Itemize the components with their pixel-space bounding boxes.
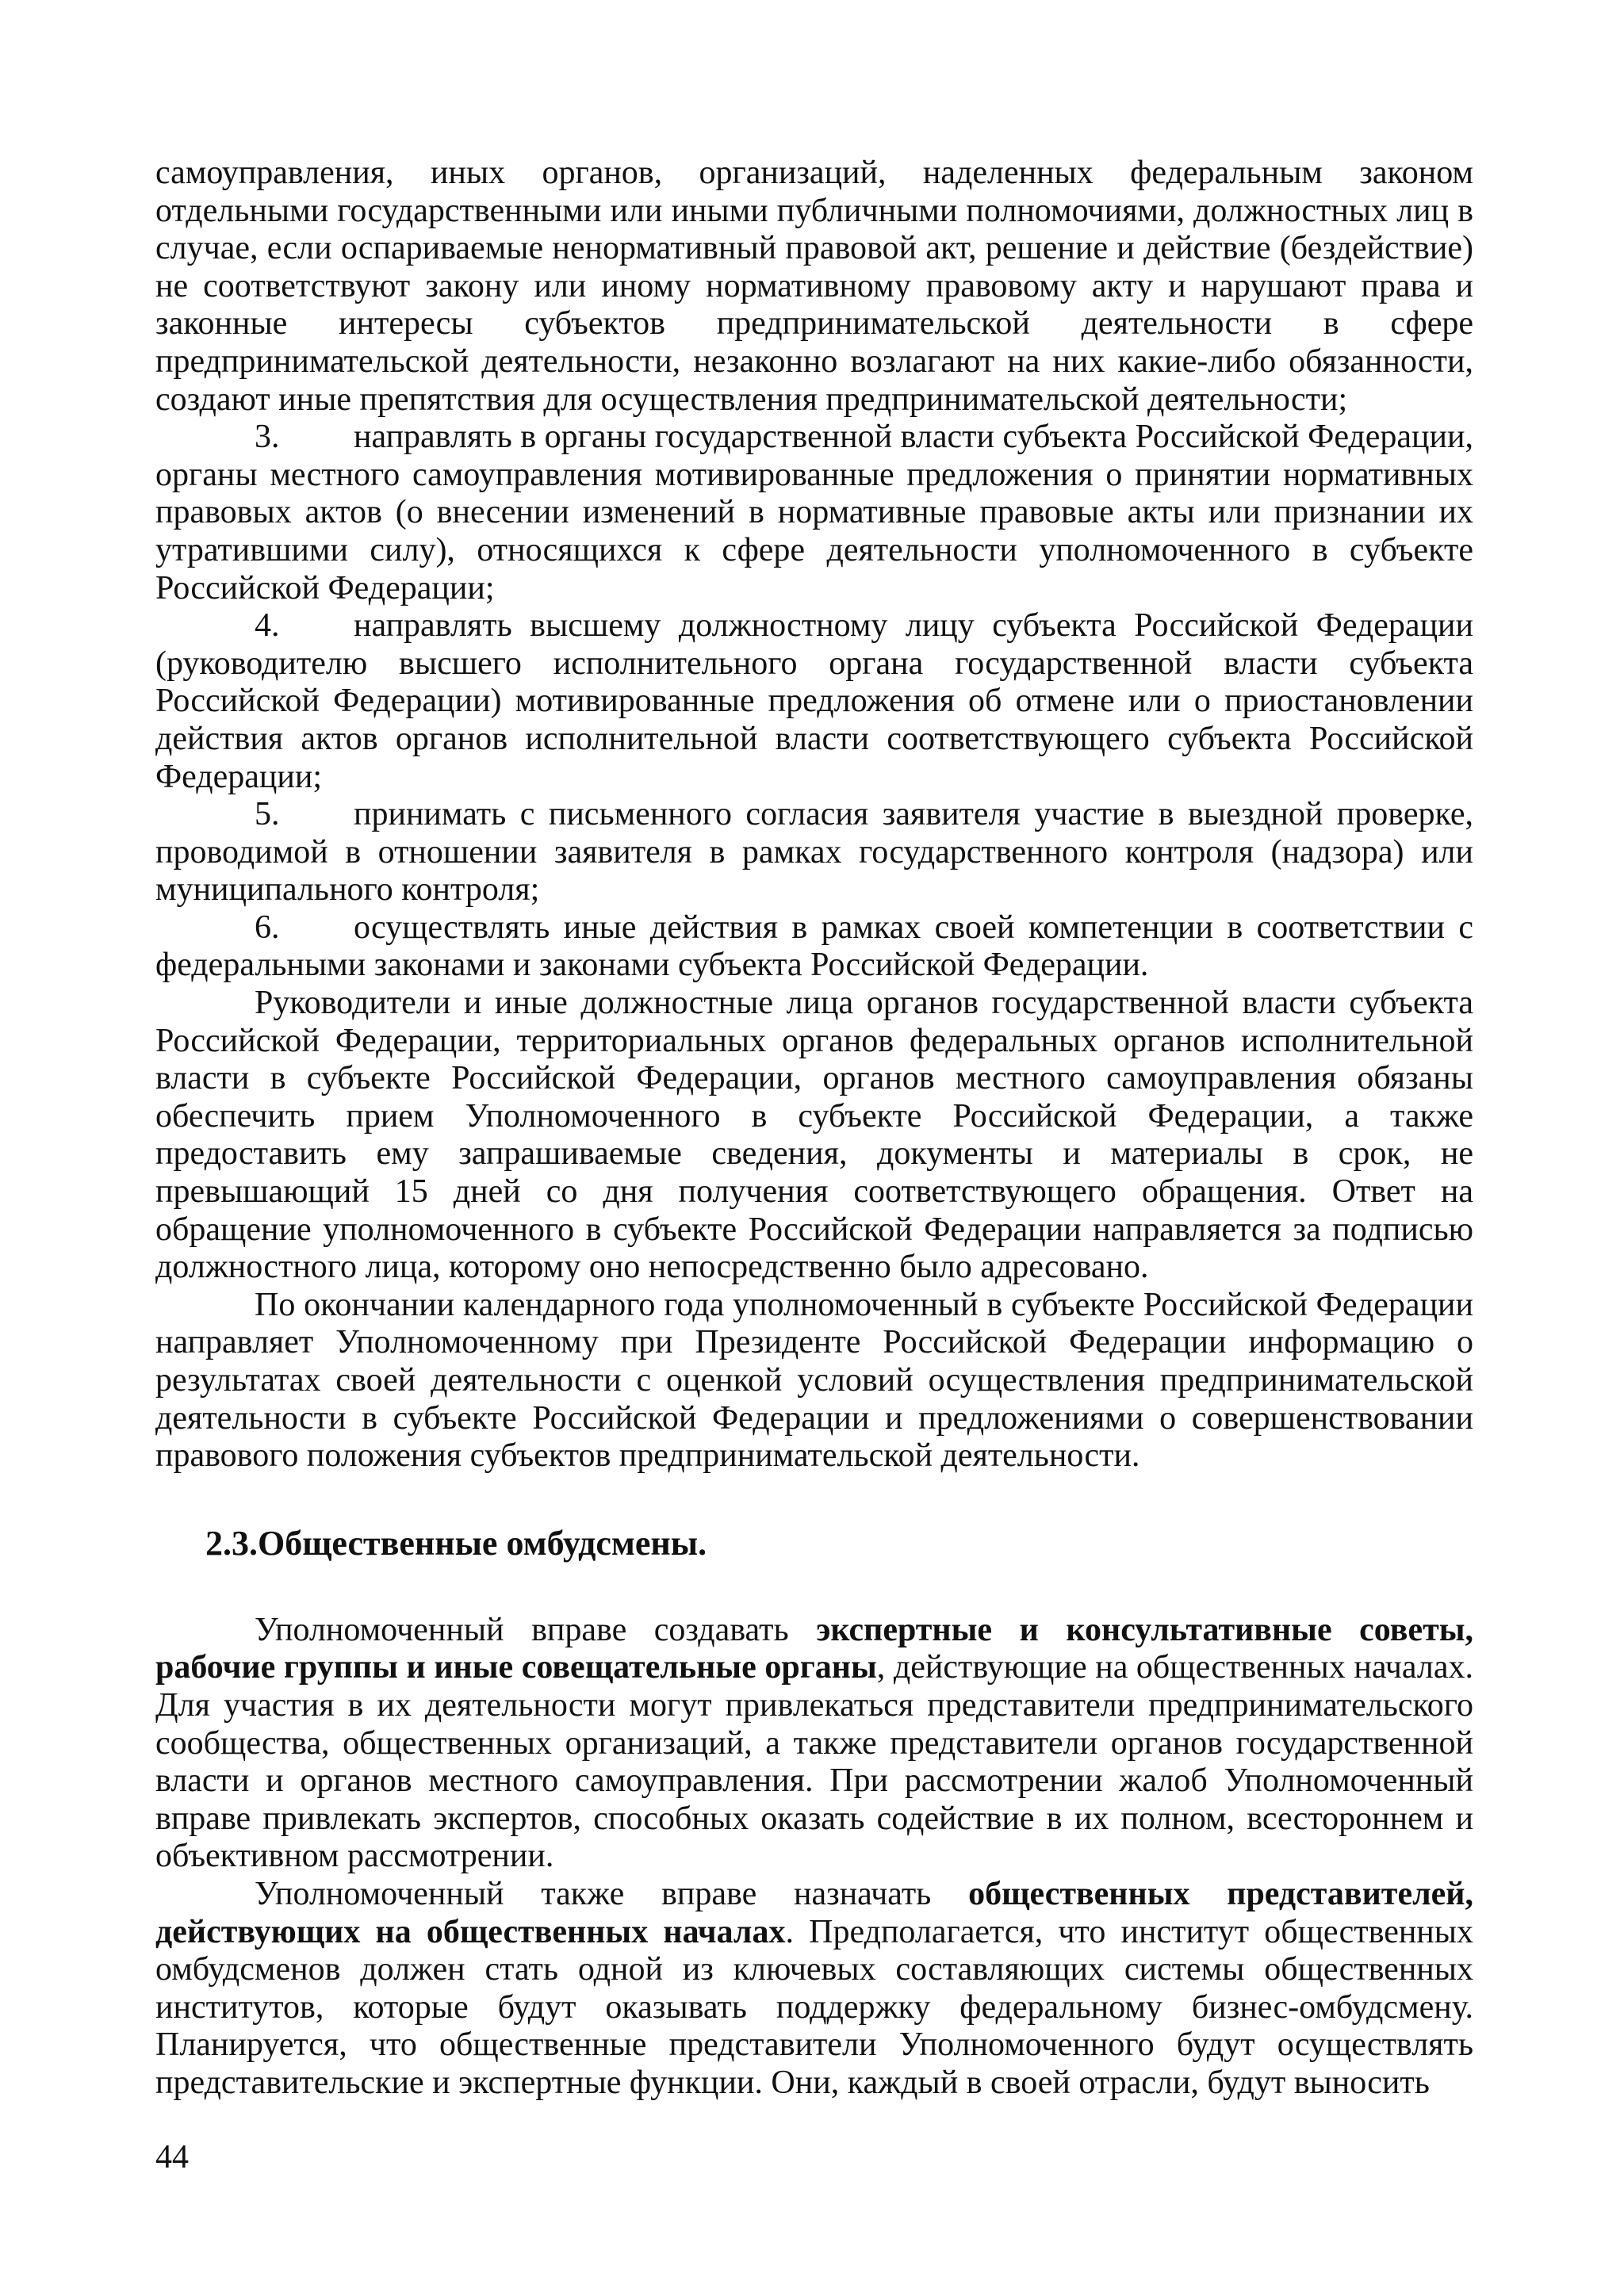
list-item-text: принимать с письменного согласия заявителя участие в выездной проверке, проводимой в отношении заявителя в рамках государственного контроля (надзора) или муниципального контроля;	[155, 796, 1473, 909]
list-item-number: 3.	[255, 419, 280, 456]
list-item	[155, 419, 1473, 607]
list-item-number: 5.	[255, 796, 280, 833]
list-item-text: направлять в органы государственной власти субъекта Российской Федерации, органы местного самоуправления мотивированные предложения о принятии нормативных правовых актов (о внесении изменений в нормативные правовые акты или признании их утратившими силу), относящихся к сфере деятельности уполномоченного в субъекте Российской Федерации;	[155, 419, 1473, 607]
list-item-number: 6.	[255, 909, 280, 946]
paragraph-text: , действующие на общественных началах. Для участия в их деятельности могут привлекаться представители предпринимательского сообщества, общественных организаций, а также представители органов государственной власти и органов местного самоуправления. При рассмотрении жалоб Уполномоченный вправе привлекать экспертов, способных оказать содействие в их полном, всестороннем и объективном рассмотрении.	[155, 1649, 1474, 1875]
paragraph	[155, 1612, 1473, 1876]
list-item-number: 4.	[255, 607, 280, 645]
paragraph: Руководители и иные должностные лица органов государственной власти субъекта Российской Федерации, территориальных органов федеральных органов исполнительной власти в субъекте Российской Федерации, органов местного самоуправления обязаны обеспечить прием Уполномоченного в субъекте Российской Федерации, а также предоставить ему запрашиваемые сведения, документы и материалы в срок, не превышающий 15 дней со дня получения соответствующего обращения. Ответ на обращение уполномоченного в субъекте Российской Федерации направляется за подписью должностного лица, которому оно непосредственно было адресовано.	[155, 985, 1473, 1286]
list-item	[155, 796, 1473, 909]
paragraph: По окончании календарного года уполномоченный в субъекте Российской Федерации направляет Уполномоченному при Президенте Российской Федерации информацию о результатах своей деятельности с оценкой условий осуществления предпринимательской деятельности в субъекте Российской Федерации и предложениями о совершенствовании правового положения субъектов предпринимательской деятельности.	[155, 1286, 1473, 1475]
paragraph-bold-text: экспертные и консультативные советы, рабочие группы и иные совещательные органы	[155, 1611, 1474, 1686]
list-item	[155, 909, 1473, 985]
paragraph-continued: самоуправления, иных органов, организаций, наделенных федеральным законом отдельными государственными или иными публичными полномочиями, должностных лиц в случае, если оспариваемые ненормативный правовой акт, решение и действие (бездействие) не соответствуют закону или иному нормативному правовому акту и нарушают права и законные интересы субъектов предпринимательской деятельности в сфере предпринимательской деятельности, незаконно возлагают на них какие-либо обязанности, создают иные препятствия для осуществления предпринимательской деятельности;	[155, 155, 1473, 418]
list-item	[155, 607, 1473, 796]
document-body	[155, 155, 1473, 2103]
page-number: 44	[155, 2139, 189, 2175]
section-title: Общественные омбудсмены.	[258, 1523, 707, 1563]
section-heading	[155, 1523, 1473, 1564]
list-item-text: направлять высшему должностному лицу субъекта Российской Федерации (руководителю высшего исполнительного органа государственной власти субъекта Российской Федерации) мотивированные предложения об отмене или о приостановлении действия актов органов исполнительной власти соответствующего субъекта Российской Федерации;	[155, 607, 1473, 795]
paragraph-text: Уполномоченный вправе создавать	[255, 1611, 817, 1648]
paragraph-text: Уполномоченный также вправе назначать	[255, 1875, 969, 1912]
section-number: 2.3.	[205, 1523, 258, 1563]
paragraph-text: . Предполагается, что институт общественных омбудсменов должен стать одной из ключевых составляющих системы общественных институтов, которые будут оказывать поддержку федеральному бизнес-омбудсмену. Планируется, что общественные представители Уполномоченного будут осуществлять представительские и экспертные функции. Они, каждый в своей отрасли, будут выносить	[155, 1913, 1474, 2101]
paragraph-bold-text: общественных представителей, действующих на общественных началах	[155, 1875, 1473, 1950]
list-item-text: осуществлять иные действия в рамках своей компетенции в соответствии с федеральными законами и законами субъекта Российской Федерации.	[155, 909, 1473, 984]
paragraph	[155, 1876, 1473, 2103]
